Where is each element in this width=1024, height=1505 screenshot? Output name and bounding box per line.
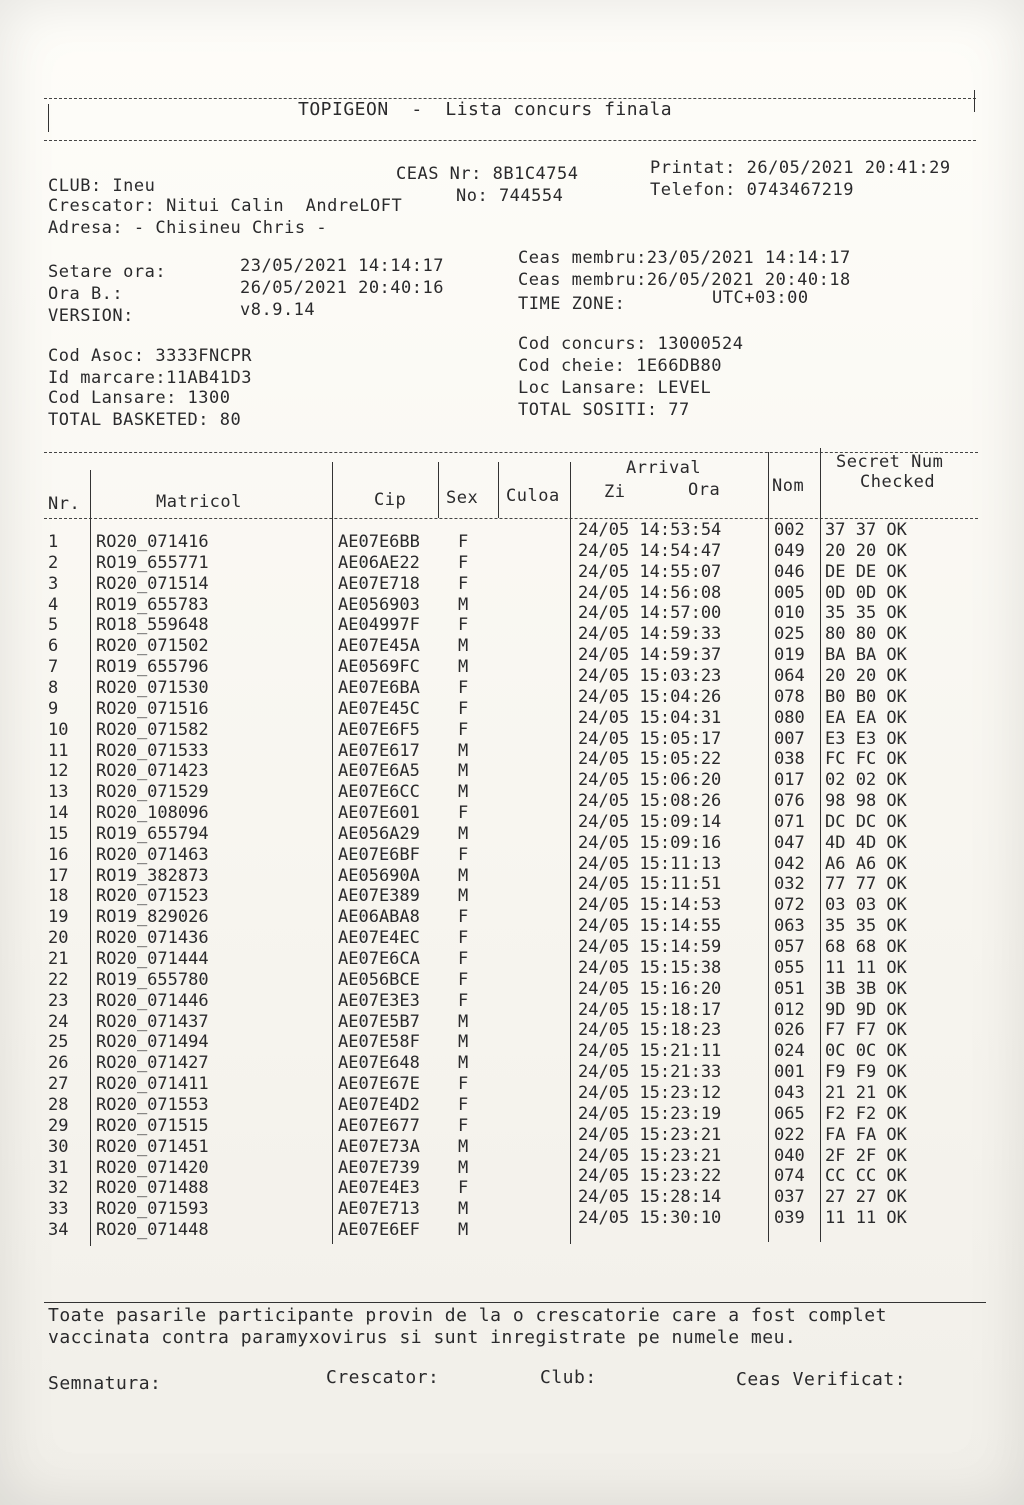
row-arrival: 24/05 15:03:23 [578, 665, 722, 686]
row-matricol: RO20_071530 [96, 677, 209, 698]
row-nr: 34 [48, 1220, 69, 1241]
row-nom: 026 [774, 1020, 805, 1041]
title-bottom-rule [44, 140, 976, 141]
row-nom: 047 [774, 832, 805, 853]
row-nom: 046 [774, 561, 805, 582]
row-cip: AE07E45A [338, 636, 420, 657]
row-cip: AE07E45C [338, 698, 420, 719]
adresa-line: Adresa: - Chisineu Chris - [48, 218, 328, 238]
row-cip: AE06AE22 [338, 552, 420, 573]
row-nom: 064 [774, 665, 805, 686]
row-sex: F [458, 969, 469, 990]
row-cip: AE07E6BF [338, 844, 420, 865]
row-sex: M [458, 1157, 469, 1178]
version-value: v8.9.14 [240, 300, 316, 320]
row-sex: M [458, 636, 469, 657]
row-secret-checked: 9D 9D OK [825, 999, 907, 1020]
row-nr: 23 [48, 990, 69, 1011]
row-nom: 078 [774, 686, 805, 707]
row-matricol: RO19_655783 [96, 594, 209, 615]
row-matricol: RO20_071423 [96, 761, 209, 782]
row-nr: 2 [48, 552, 59, 573]
row-nom: 037 [774, 1187, 805, 1208]
row-nr: 31 [48, 1157, 69, 1178]
row-cip: AE07E389 [338, 886, 420, 907]
row-secret-checked: DE DE OK [825, 561, 907, 582]
row-nom: 065 [774, 1103, 805, 1124]
telefon: Telefon: 0743467219 [650, 180, 854, 200]
row-sex: M [458, 865, 469, 886]
row-cip: AE07E677 [338, 1115, 420, 1136]
row-matricol: RO19_655794 [96, 823, 209, 844]
row-nom: 005 [774, 582, 805, 603]
row-arrival: 24/05 15:05:17 [578, 728, 722, 749]
row-sex: F [458, 615, 469, 636]
row-nr: 11 [48, 740, 69, 761]
total-basketed: TOTAL BASKETED: 80 [48, 410, 242, 430]
row-cip: AE07E739 [338, 1157, 420, 1178]
row-nom: 055 [774, 957, 805, 978]
row-nr: 27 [48, 1074, 69, 1095]
row-arrival: 24/05 14:55:07 [578, 561, 722, 582]
row-sex: F [458, 719, 469, 740]
row-arrival: 24/05 15:18:17 [578, 999, 722, 1020]
row-secret-checked: F7 F7 OK [825, 1020, 907, 1041]
row-nr: 29 [48, 1115, 69, 1136]
setare-ora-label: Setare ora: [48, 262, 167, 282]
printed-at: Printat: 26/05/2021 20:41:29 [650, 158, 951, 178]
row-nr: 33 [48, 1199, 69, 1220]
row-sex: M [458, 740, 469, 761]
crescator-signature-label: Crescator: [326, 1367, 440, 1388]
col-header-culoa: Culoa [506, 486, 560, 506]
row-matricol: RO18_559648 [96, 615, 209, 636]
row-nr: 4 [48, 594, 59, 615]
col-header-cip: Cip [374, 490, 407, 510]
row-secret-checked: E3 E3 OK [825, 728, 907, 749]
row-matricol: RO19_829026 [96, 907, 209, 928]
row-sex: F [458, 1074, 469, 1095]
row-arrival: 24/05 14:57:00 [578, 603, 722, 624]
row-cip: AE06ABA8 [338, 907, 420, 928]
table-header-bottom-rule [44, 518, 978, 519]
row-arrival: 24/05 15:23:19 [578, 1103, 722, 1124]
row-nr: 10 [48, 719, 69, 740]
row-cip: AE07E4EC [338, 928, 420, 949]
row-sex: F [458, 928, 469, 949]
row-nom: 051 [774, 978, 805, 999]
row-nom: 042 [774, 853, 805, 874]
row-nom: 002 [774, 520, 805, 540]
col-header-secret-num: Secret Num [836, 452, 944, 472]
row-nom: 032 [774, 874, 805, 895]
row-nom: 063 [774, 916, 805, 937]
row-cip: AE07E6EF [338, 1220, 420, 1241]
row-nr: 24 [48, 1011, 69, 1032]
row-arrival: 24/05 15:08:26 [578, 791, 722, 812]
statement-line-1: Toate pasarile participante provin de la o crescatorie care a fost complet [48, 1305, 887, 1326]
row-arrival: 24/05 15:09:16 [578, 832, 722, 853]
row-arrival: 24/05 15:18:23 [578, 1020, 722, 1041]
row-matricol: RO20_071420 [96, 1157, 209, 1178]
row-matricol: RO20_071502 [96, 636, 209, 657]
row-cip: AE04997F [338, 615, 420, 636]
row-arrival: 24/05 15:05:22 [578, 749, 722, 770]
row-nom: 025 [774, 624, 805, 645]
row-secret-checked: 27 27 OK [825, 1187, 907, 1208]
row-nom: 024 [774, 1041, 805, 1062]
row-matricol: RO20_071533 [96, 740, 209, 761]
row-secret-checked: 37 37 OK [825, 520, 907, 540]
row-matricol: RO20_071494 [96, 1032, 209, 1053]
cod-concurs: Cod concurs: 13000524 [518, 334, 744, 354]
row-arrival: 24/05 15:15:38 [578, 957, 722, 978]
row-cip: AE07E713 [338, 1199, 420, 1220]
row-nr: 19 [48, 907, 69, 928]
row-nr: 9 [48, 698, 59, 719]
setare-ora-value: 23/05/2021 14:14:17 [240, 256, 444, 276]
row-cip: AE07E73A [338, 1136, 420, 1157]
row-cip: AE07E648 [338, 1053, 420, 1074]
row-nr: 6 [48, 636, 59, 657]
row-nom: 074 [774, 1166, 805, 1187]
footer-rule [44, 1302, 986, 1303]
col-header-arrival: Arrival [626, 458, 702, 478]
row-nr: 17 [48, 865, 69, 886]
row-sex: F [458, 949, 469, 969]
row-sex: M [458, 761, 469, 782]
row-cip: AE07E6BA [338, 677, 420, 698]
row-secret-checked: 77 77 OK [825, 874, 907, 895]
total-sositi: TOTAL SOSITI: 77 [518, 400, 690, 420]
row-nr: 15 [48, 823, 69, 844]
row-arrival: 24/05 15:23:21 [578, 1124, 722, 1145]
row-cip: AE07E601 [338, 803, 420, 824]
row-matricol: RO20_071582 [96, 719, 209, 740]
row-sex: F [458, 1094, 469, 1115]
club-line: CLUB: Ineu [48, 176, 156, 196]
row-nom: 017 [774, 770, 805, 791]
row-cip: AE0569FC [338, 657, 420, 678]
row-sex: M [458, 1053, 469, 1074]
row-secret-checked: 21 21 OK [825, 1082, 907, 1103]
col-header-sex: Sex [446, 488, 479, 508]
row-secret-checked: DC DC OK [825, 811, 907, 832]
row-arrival: 24/05 15:21:11 [578, 1041, 722, 1062]
row-nom: 012 [774, 999, 805, 1020]
row-cip: AE07E617 [338, 740, 420, 761]
row-matricol: RO20_071427 [96, 1053, 209, 1074]
row-matricol: RO20_071593 [96, 1199, 209, 1220]
cod-lansare: Cod Lansare: 1300 [48, 388, 231, 408]
row-cip: AE07E718 [338, 573, 420, 594]
row-cip: AE056A29 [338, 823, 420, 844]
row-nr: 26 [48, 1053, 69, 1074]
row-nr: 3 [48, 573, 59, 594]
row-nom: 071 [774, 811, 805, 832]
row-nr: 13 [48, 782, 69, 803]
row-nr: 22 [48, 969, 69, 990]
row-sex: F [458, 573, 469, 594]
row-nr: 5 [48, 615, 59, 636]
row-cip: AE056903 [338, 594, 420, 615]
row-secret-checked: 68 68 OK [825, 937, 907, 957]
row-secret-checked: B0 B0 OK [825, 686, 907, 707]
ceas-membru-2: Ceas membru:26/05/2021 20:40:18 [518, 270, 851, 290]
row-nr: 25 [48, 1032, 69, 1053]
title-left-border [48, 104, 49, 132]
row-nom: 076 [774, 791, 805, 812]
row-arrival: 24/05 15:04:26 [578, 686, 722, 707]
row-arrival: 24/05 14:59:37 [578, 645, 722, 666]
row-sex: M [458, 782, 469, 803]
row-matricol: RO20_108096 [96, 803, 209, 824]
time-zone-value: UTC+03:00 [712, 288, 809, 308]
row-secret-checked: FC FC OK [825, 749, 907, 770]
row-secret-checked: 20 20 OK [825, 665, 907, 686]
col-header-zi: Zi [604, 482, 626, 502]
row-matricol: RO20_071446 [96, 990, 209, 1011]
row-arrival: 24/05 15:28:14 [578, 1187, 722, 1208]
row-sex: F [458, 677, 469, 698]
ceas-membru-1: Ceas membru:23/05/2021 14:14:17 [518, 248, 851, 268]
row-nom: 072 [774, 895, 805, 916]
row-secret-checked: EA EA OK [825, 707, 907, 728]
row-matricol: RO20_071437 [96, 1011, 209, 1032]
row-nr: 28 [48, 1094, 69, 1115]
row-secret-checked: 0C 0C OK [825, 1041, 907, 1062]
row-secret-checked: 0D 0D OK [825, 582, 907, 603]
row-arrival: 24/05 15:23:21 [578, 1145, 722, 1166]
row-secret-checked: 20 20 OK [825, 540, 907, 561]
row-nom: 080 [774, 707, 805, 728]
row-secret-checked: A6 A6 OK [825, 853, 907, 874]
row-cip: AE07E6BB [338, 532, 420, 552]
row-sex: M [458, 1220, 469, 1241]
row-arrival: 24/05 14:53:54 [578, 520, 722, 540]
row-cip: AE07E6F5 [338, 719, 420, 740]
row-arrival: 24/05 15:23:22 [578, 1166, 722, 1187]
row-nom: 019 [774, 645, 805, 666]
row-nr: 14 [48, 803, 69, 824]
club-signature-label: Club: [540, 1367, 597, 1388]
row-nom: 022 [774, 1124, 805, 1145]
row-sex: M [458, 657, 469, 678]
row-nr: 30 [48, 1136, 69, 1157]
row-matricol: RO20_071451 [96, 1136, 209, 1157]
loft-no: No: 744554 [456, 186, 564, 206]
row-nr: 21 [48, 949, 69, 969]
row-sex: M [458, 823, 469, 844]
row-arrival: 24/05 14:59:33 [578, 624, 722, 645]
row-sex: F [458, 532, 469, 552]
row-sex: M [458, 1136, 469, 1157]
ora-b-label: Ora B.: [48, 284, 124, 304]
row-matricol: RO20_071516 [96, 698, 209, 719]
row-matricol: RO19_655771 [96, 552, 209, 573]
row-matricol: RO20_071553 [96, 1094, 209, 1115]
row-secret-checked: BA BA OK [825, 645, 907, 666]
row-matricol: RO19_382873 [96, 865, 209, 886]
row-nom: 039 [774, 1208, 805, 1229]
row-sex: F [458, 552, 469, 573]
row-sex: F [458, 990, 469, 1011]
row-sex: F [458, 803, 469, 824]
row-matricol: RO20_071416 [96, 532, 209, 552]
row-nr: 12 [48, 761, 69, 782]
row-nr: 32 [48, 1178, 69, 1199]
row-secret-checked: 11 11 OK [825, 957, 907, 978]
row-nom: 043 [774, 1082, 805, 1103]
row-arrival: 24/05 15:23:12 [578, 1082, 722, 1103]
row-matricol: RO20_071515 [96, 1115, 209, 1136]
row-secret-checked: 80 80 OK [825, 624, 907, 645]
row-matricol: RO20_071411 [96, 1074, 209, 1095]
cod-asoc: Cod Asoc: 3333FNCPR [48, 346, 252, 366]
row-secret-checked: 02 02 OK [825, 770, 907, 791]
row-nr: 18 [48, 886, 69, 907]
row-matricol: RO19_655780 [96, 969, 209, 990]
row-secret-checked: 98 98 OK [825, 791, 907, 812]
row-nr: 7 [48, 657, 59, 678]
row-arrival: 24/05 15:04:31 [578, 707, 722, 728]
row-arrival: 24/05 14:54:47 [578, 540, 722, 561]
row-matricol: RO20_071488 [96, 1178, 209, 1199]
row-sex: F [458, 1178, 469, 1199]
row-sex: F [458, 1115, 469, 1136]
row-secret-checked: 2F 2F OK [825, 1145, 907, 1166]
row-arrival: 24/05 15:14:53 [578, 895, 722, 916]
row-secret-checked: FA FA OK [825, 1124, 907, 1145]
row-secret-checked: 3B 3B OK [825, 978, 907, 999]
row-cip: AE07E6CC [338, 782, 420, 803]
col-header-nr: Nr. [48, 494, 81, 514]
semnatura-label: Semnatura: [48, 1373, 162, 1394]
row-nr: 16 [48, 844, 69, 865]
row-secret-checked: F2 F2 OK [825, 1103, 907, 1124]
col-sep-sex [498, 462, 499, 518]
ora-b-value: 26/05/2021 20:40:16 [240, 278, 444, 298]
row-cip: AE056BCE [338, 969, 420, 990]
row-secret-checked: 03 03 OK [825, 895, 907, 916]
row-sex: F [458, 698, 469, 719]
col-header-checked: Checked [860, 472, 936, 492]
row-arrival: 24/05 15:16:20 [578, 978, 722, 999]
row-arrival: 24/05 15:06:20 [578, 770, 722, 791]
time-zone-label: TIME ZONE: [518, 294, 626, 314]
col-header-ora: Ora [688, 480, 721, 500]
statement-line-2: vaccinata contra paramyxovirus si sunt inregistrate pe numele meu. [48, 1327, 797, 1348]
row-arrival: 24/05 14:56:08 [578, 582, 722, 603]
row-matricol: RO20_071514 [96, 573, 209, 594]
row-sex: M [458, 1199, 469, 1220]
row-cip: AE07E4E3 [338, 1178, 420, 1199]
row-arrival: 24/05 15:30:10 [578, 1208, 722, 1229]
row-nom: 038 [774, 749, 805, 770]
row-arrival: 24/05 15:21:33 [578, 1062, 722, 1083]
id-marcare: Id marcare:11AB41D3 [48, 368, 252, 388]
row-arrival: 24/05 15:14:55 [578, 916, 722, 937]
col-sep-cip [438, 462, 439, 518]
row-matricol: RO20_071448 [96, 1220, 209, 1241]
row-arrival: 24/05 15:11:13 [578, 853, 722, 874]
row-nom: 007 [774, 728, 805, 749]
row-secret-checked: F9 F9 OK [825, 1062, 907, 1083]
row-cip: AE05690A [338, 865, 420, 886]
row-cip: AE07E4D2 [338, 1094, 420, 1115]
row-sex: M [458, 1032, 469, 1053]
row-nom: 010 [774, 603, 805, 624]
row-arrival: 24/05 15:11:51 [578, 874, 722, 895]
row-matricol: RO20_071436 [96, 928, 209, 949]
row-nr: 1 [48, 532, 59, 552]
version-label: VERSION: [48, 306, 134, 326]
row-secret-checked: 4D 4D OK [825, 832, 907, 853]
row-matricol: RO20_071523 [96, 886, 209, 907]
title-right-border [974, 90, 975, 112]
row-matricol: RO19_655796 [96, 657, 209, 678]
row-sex: M [458, 594, 469, 615]
row-nom: 057 [774, 937, 805, 957]
ceas-nr: CEAS Nr: 8B1C4754 [396, 164, 579, 184]
row-cip: AE07E6CA [338, 949, 420, 969]
row-nr: 20 [48, 928, 69, 949]
row-sex: F [458, 907, 469, 928]
row-nom: 040 [774, 1145, 805, 1166]
row-nr: 8 [48, 677, 59, 698]
row-sex: M [458, 886, 469, 907]
row-nom: 049 [774, 540, 805, 561]
row-secret-checked: 35 35 OK [825, 603, 907, 624]
row-matricol: RO20_071463 [96, 844, 209, 865]
row-cip: AE07E3E3 [338, 990, 420, 1011]
row-nom: 001 [774, 1062, 805, 1083]
row-cip: AE07E5B7 [338, 1011, 420, 1032]
col-header-nom: Nom [772, 476, 805, 496]
loc-lansare: Loc Lansare: LEVEL [518, 378, 712, 398]
crescator-line: Crescator: Nitui Calin AndreLOFT [48, 196, 403, 216]
row-matricol: RO20_071444 [96, 949, 209, 969]
row-cip: AE07E6A5 [338, 761, 420, 782]
document-title: TOPIGEON - Lista concurs finala [298, 99, 673, 120]
row-matricol: RO20_071529 [96, 782, 209, 803]
row-arrival: 24/05 15:14:59 [578, 937, 722, 957]
row-secret-checked: CC CC OK [825, 1166, 907, 1187]
row-cip: AE07E67E [338, 1074, 420, 1095]
ceas-verificat-label: Ceas Verificat: [736, 1369, 907, 1390]
row-sex: F [458, 844, 469, 865]
row-sex: M [458, 1011, 469, 1032]
row-arrival: 24/05 15:09:14 [578, 811, 722, 832]
row-cip: AE07E58F [338, 1032, 420, 1053]
row-secret-checked: 11 11 OK [825, 1208, 907, 1229]
row-secret-checked: 35 35 OK [825, 916, 907, 937]
cod-cheie: Cod cheie: 1E66DB80 [518, 356, 722, 376]
col-header-matricol: Matricol [156, 492, 242, 512]
